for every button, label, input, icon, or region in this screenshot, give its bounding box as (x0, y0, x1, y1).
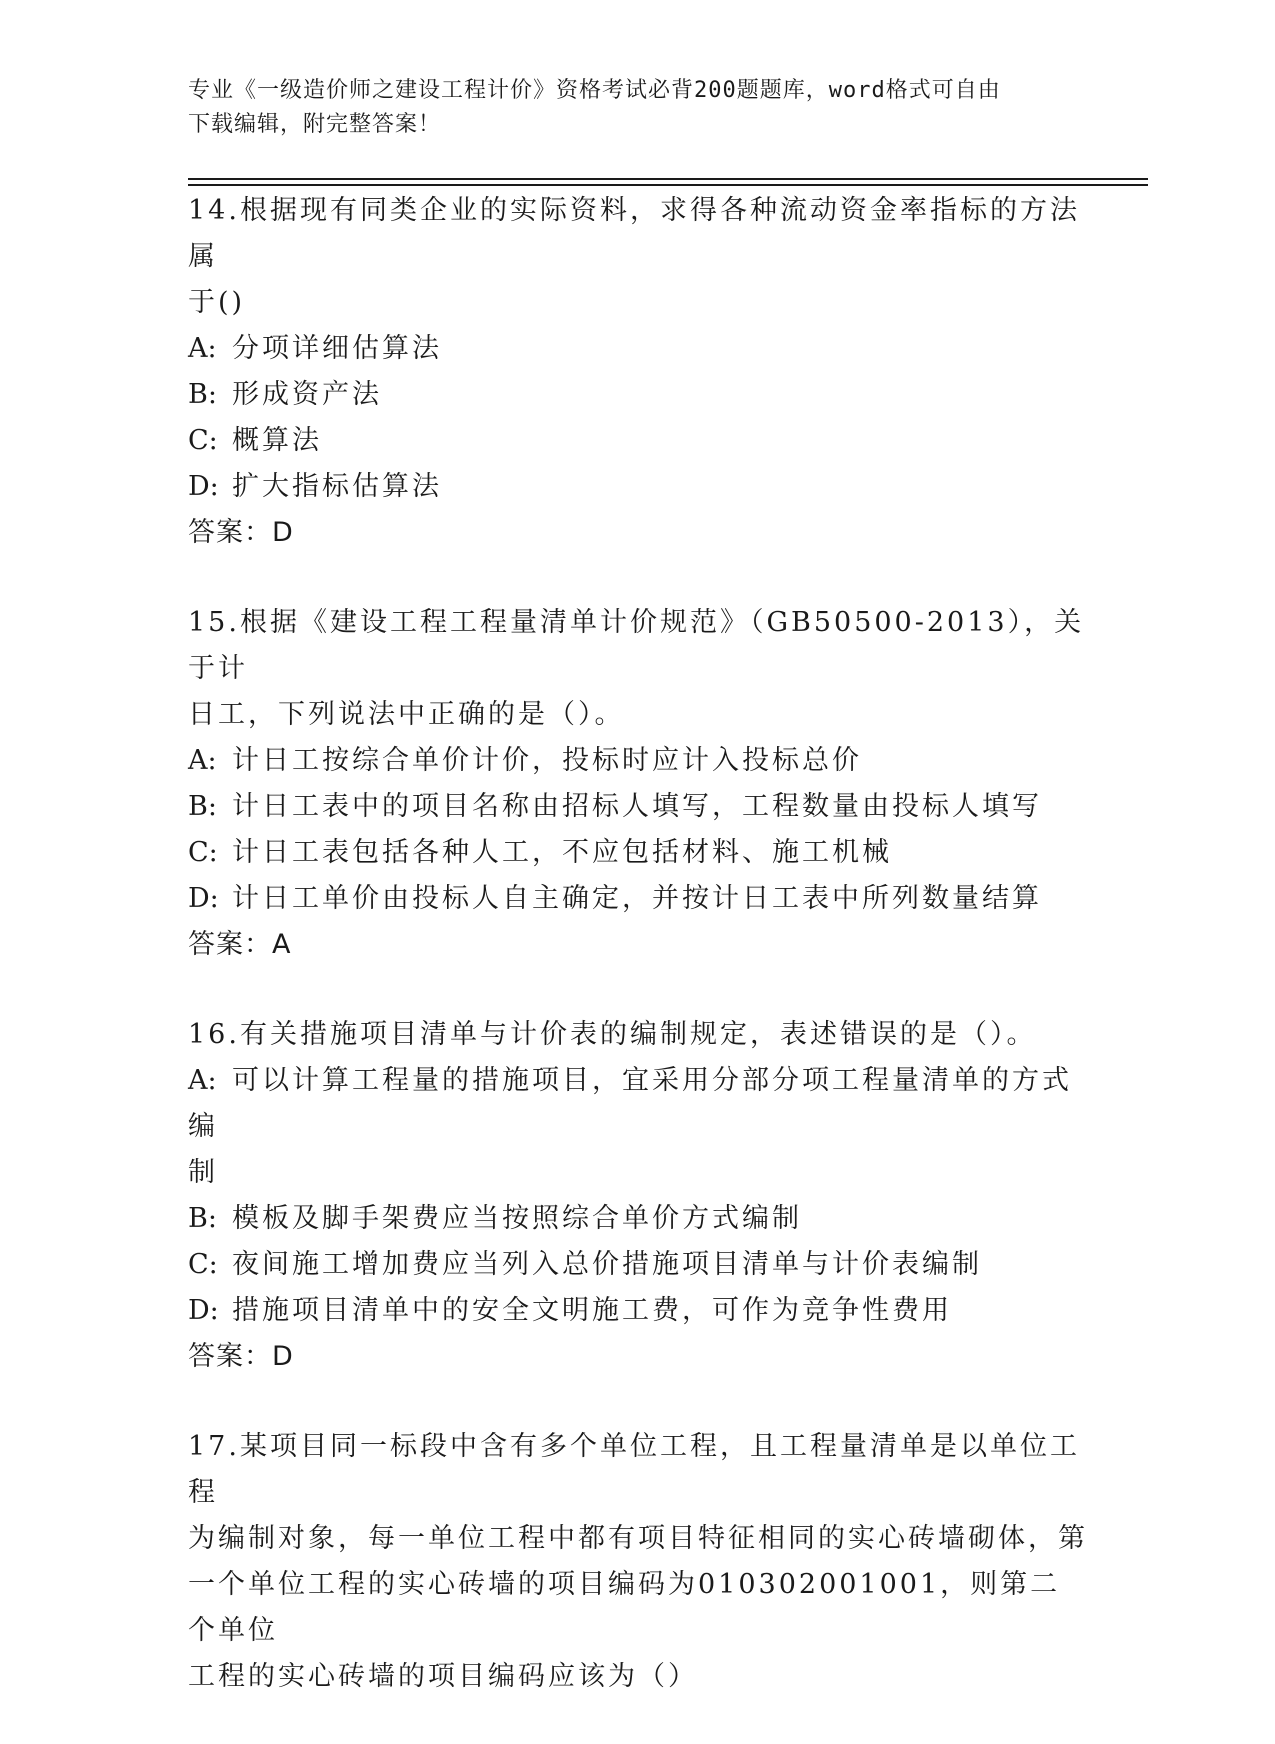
option-label: C: (188, 837, 218, 868)
document-header (188, 74, 1068, 142)
option-label: B: (188, 1203, 217, 1234)
header-line-2: 下载编辑，附完整答案！ (188, 112, 442, 137)
option-text: 可以计算工程量的措施项目，宜采用分部分项工程量清单的方式编 (188, 1065, 1072, 1142)
question-stem-line: 一个单位工程的实心砖墙的项目编码为010302001001，则第二个单位 (188, 1569, 1061, 1646)
question-stem-line: 工程的实心砖墙的项目编码应该为（） (188, 1661, 698, 1692)
option-d (188, 1288, 1088, 1334)
option-label: D: (188, 1295, 219, 1326)
option-label: D: (188, 883, 219, 914)
answer-line: 答案：D (188, 1341, 294, 1372)
option-label: A: (188, 1065, 217, 1096)
option-a (188, 326, 1088, 372)
option-b (188, 372, 1088, 418)
option-text: 计日工单价由投标人自主确定，并按计日工表中所列数量结算 (232, 883, 1042, 914)
answer-line: 答案：A (188, 929, 292, 960)
option-d (188, 464, 1088, 510)
option-text: 计日工表中的项目名称由招标人填写，工程数量由投标人填写 (232, 791, 1042, 822)
question-17 (188, 1424, 1088, 1700)
question-stem-line: 15.根据《建设工程工程量清单计价规范》（GB50500-2013），关于计 (188, 607, 1085, 684)
header-divider-top (188, 178, 1148, 180)
option-c (188, 1242, 1088, 1288)
header-line-1: 专业《一级造价师之建设工程计价》资格考试必背200题题库，word格式可自由 (188, 78, 1001, 103)
option-label: D: (188, 471, 219, 502)
option-c (188, 830, 1088, 876)
answer-line: 答案：D (188, 517, 294, 548)
option-label: C: (188, 1249, 218, 1280)
question-list (188, 188, 1088, 1744)
header-divider-bottom (188, 184, 1148, 186)
option-label: B: (188, 791, 217, 822)
question-16 (188, 1012, 1088, 1380)
option-text: 扩大指标估算法 (232, 471, 442, 502)
option-label: A: (188, 745, 217, 776)
option-d (188, 876, 1088, 922)
option-text: 夜间施工增加费应当列入总价措施项目清单与计价表编制 (232, 1249, 982, 1280)
option-c (188, 418, 1088, 464)
option-text: 形成资产法 (232, 379, 382, 410)
option-text: 计日工表包括各种人工，不应包括材料、施工机械 (232, 837, 892, 868)
option-text: 措施项目清单中的安全文明施工费，可作为竞争性费用 (232, 1295, 952, 1326)
question-stem-line: 17.某项目同一标段中含有多个单位工程，且工程量清单是以单位工程 (188, 1431, 1080, 1508)
option-label: C: (188, 425, 218, 456)
question-14 (188, 188, 1088, 556)
question-stem-line: 16.有关措施项目清单与计价表的编制规定，表述错误的是（）。 (188, 1019, 1037, 1050)
option-label: A: (188, 333, 217, 364)
option-b (188, 784, 1088, 830)
question-stem-line: 于() (188, 287, 246, 318)
option-text: 模板及脚手架费应当按照综合单价方式编制 (232, 1203, 802, 1234)
option-b (188, 1196, 1088, 1242)
question-15 (188, 600, 1088, 968)
option-text: 计日工按综合单价计价，投标时应计入投标总价 (232, 745, 862, 776)
option-a-continuation: 制 (188, 1157, 218, 1188)
option-text: 分项详细估算法 (232, 333, 442, 364)
question-stem-line: 14.根据现有同类企业的实际资料，求得各种流动资金率指标的方法属 (188, 195, 1080, 272)
question-stem-line: 日工，下列说法中正确的是（）。 (188, 699, 625, 730)
option-a (188, 1058, 1088, 1150)
option-label: B: (188, 379, 217, 410)
question-stem-line: 为编制对象，每一单位工程中都有项目特征相同的实心砖墙砌体，第 (188, 1523, 1088, 1554)
option-a (188, 738, 1088, 784)
option-text: 概算法 (232, 425, 322, 456)
